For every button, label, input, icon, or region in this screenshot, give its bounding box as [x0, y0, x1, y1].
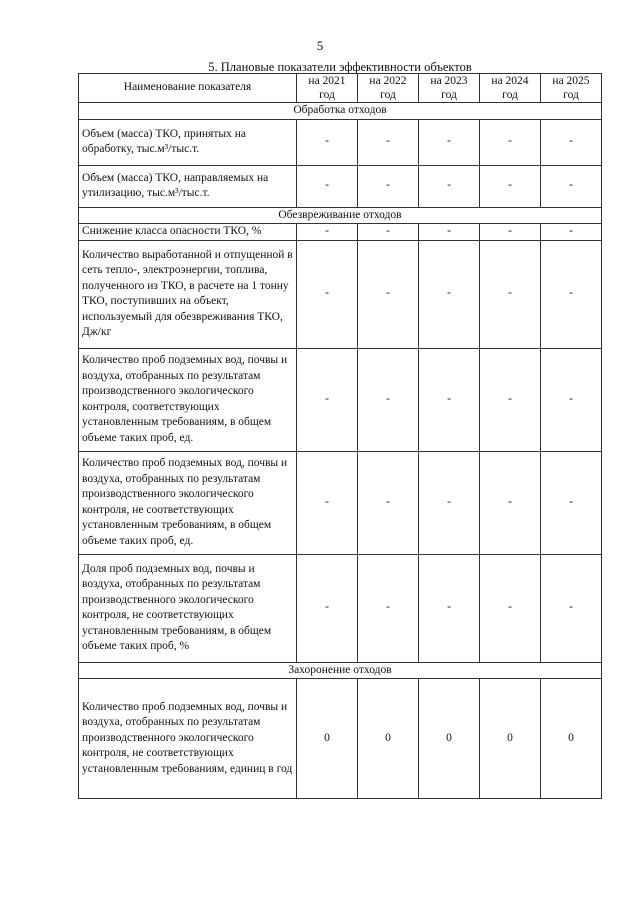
value-cell: -	[358, 240, 419, 348]
value-cell: 0	[480, 679, 541, 799]
section-title: Обезвреживание отходов	[79, 207, 602, 224]
section-title: Захоронение отходов	[79, 662, 602, 679]
value-cell: -	[419, 451, 480, 554]
header-year-2024: на 2024 год	[480, 74, 541, 103]
indicator-name: Количество проб подземных вод, почвы и воздуха, отобранных по результатам производственного экологического контроля, не соответствующих установленным требованиям, единиц в год	[79, 679, 297, 799]
value-cell: -	[358, 119, 419, 165]
header-name: Наименование показателя	[79, 74, 297, 103]
table-row	[79, 679, 602, 799]
value-cell: -	[358, 451, 419, 554]
indicator-name: Количество проб подземных вод, почвы и воздуха, отобранных по результатам производственного экологического контроля, не соответствующих установленным требованиям, в общем объеме таких проб, ед.	[79, 451, 297, 554]
value-cell: -	[541, 554, 602, 662]
table-row	[79, 348, 602, 451]
header-year-2021: на 2021 год	[297, 74, 358, 103]
header-row	[79, 74, 602, 103]
value-cell: 0	[419, 679, 480, 799]
indicator-name: Доля проб подземных вод, почвы и воздуха, отобранных по результатам производственного экологического контроля, не соответствующих установленным требованиям, в общем объеме таких проб, %	[79, 554, 297, 662]
table-row	[79, 451, 602, 554]
value-cell: -	[480, 451, 541, 554]
section-row	[79, 103, 602, 120]
header-year-2025: на 2025 год	[541, 74, 602, 103]
value-cell: -	[358, 348, 419, 451]
indicator-name: Количество выработанной и отпущенной в сеть тепло-, электроэнергии, топлива, полученного из ТКО, в расчете на 1 тонну ТКО, поступивших на объект, используемый для обезвреживания ТКО, Дж/кг	[79, 240, 297, 348]
value-cell: -	[419, 348, 480, 451]
page-number: 5	[316, 38, 324, 53]
value-cell: -	[541, 348, 602, 451]
indicator-name: Объем (масса) ТКО, принятых на обработку, тыс.м³/тыс.т.	[79, 119, 297, 165]
value-cell: -	[541, 119, 602, 165]
value-cell: -	[480, 119, 541, 165]
value-cell: -	[541, 451, 602, 554]
value-cell: -	[541, 224, 602, 241]
value-cell: -	[541, 165, 602, 207]
value-cell: -	[480, 165, 541, 207]
value-cell: -	[297, 348, 358, 451]
value-cell: -	[297, 119, 358, 165]
section-title: Обработка отходов	[79, 103, 602, 120]
table-row	[79, 240, 602, 348]
value-cell: -	[480, 240, 541, 348]
indicator-name: Количество проб подземных вод, почвы и воздуха, отобранных по результатам производственного экологического контроля, соответствующих установленным требованиям, в общем объеме таких проб, ед.	[79, 348, 297, 451]
value-cell: -	[419, 224, 480, 241]
efficiency-table	[78, 73, 602, 799]
value-cell: -	[480, 554, 541, 662]
value-cell: -	[358, 554, 419, 662]
value-cell: -	[297, 451, 358, 554]
value-cell: -	[419, 554, 480, 662]
value-cell: -	[480, 224, 541, 241]
value-cell: -	[480, 348, 541, 451]
value-cell: -	[419, 240, 480, 348]
header-year-2023: на 2023 год	[419, 74, 480, 103]
value-cell: -	[297, 165, 358, 207]
value-cell: -	[541, 240, 602, 348]
value-cell: 0	[541, 679, 602, 799]
indicator-name: Снижение класса опасности ТКО, %	[79, 224, 297, 241]
value-cell: 0	[297, 679, 358, 799]
table-row	[79, 165, 602, 207]
table-row	[79, 554, 602, 662]
table-body	[79, 103, 602, 799]
table-row	[79, 224, 602, 241]
value-cell: -	[297, 240, 358, 348]
value-cell: 0	[358, 679, 419, 799]
indicator-name: Объем (масса) ТКО, направляемых на утилизацию, тыс.м³/тыс.т.	[79, 165, 297, 207]
table-row	[79, 119, 602, 165]
value-cell: -	[297, 554, 358, 662]
value-cell: -	[419, 119, 480, 165]
value-cell: -	[297, 224, 358, 241]
table-caption: 5. Плановые показатели эффективности объектов	[208, 60, 472, 74]
value-cell: -	[419, 165, 480, 207]
value-cell: -	[358, 165, 419, 207]
section-row	[79, 662, 602, 679]
value-cell: -	[358, 224, 419, 241]
section-row	[79, 207, 602, 224]
header-year-2022: на 2022 год	[358, 74, 419, 103]
